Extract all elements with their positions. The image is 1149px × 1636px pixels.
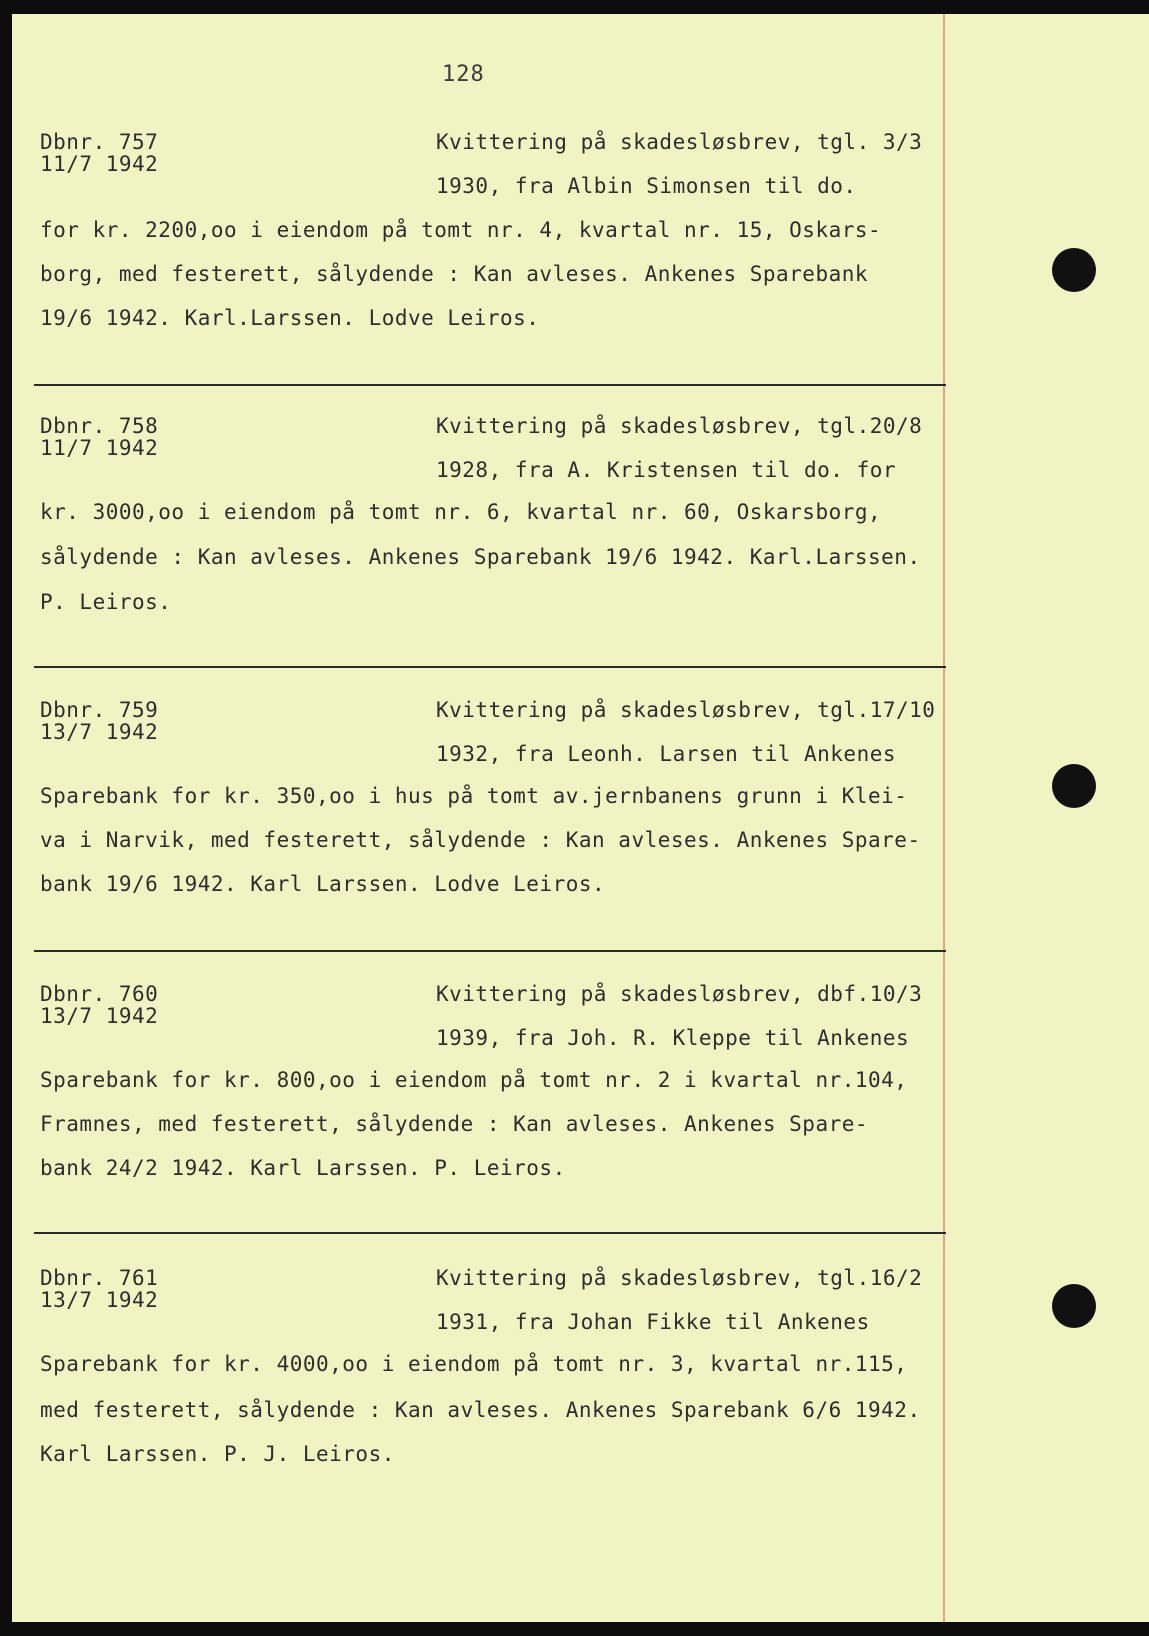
entry-title-line: Kvittering på skadesløsbrev, dbf.10/3 (436, 982, 923, 1006)
entry-title-line: Kvittering på skadesløsbrev, tgl. 3/3 (436, 130, 923, 154)
entry-dbnr: Dbnr. 759 (40, 698, 159, 722)
entry-second-line: 1939, fra Joh. R. Kleppe til Ankenes (436, 1026, 910, 1050)
punch-hole (1052, 764, 1096, 808)
entry-body-line: sålydende : Kan avleses. Ankenes Sparebank 19/6 1942. Karl.Larssen. (40, 545, 921, 569)
entry-body-line: Framnes, med festerett, sålydende : Kan avleses. Ankenes Spare- (40, 1112, 869, 1136)
entry-body-line: P. Leiros. (40, 590, 172, 614)
entry-body-line: for kr. 2200,oo i eiendom på tomt nr. 4, kvartal nr. 15, Oskars- (40, 218, 882, 242)
entry-date: 11/7 1942 (40, 152, 159, 176)
entry-dbnr: Dbnr. 760 (40, 982, 159, 1006)
entry-second-line: 1930, fra Albin Simonsen til do. (436, 174, 857, 198)
entry-dbnr: Dbnr. 758 (40, 414, 159, 438)
entry-body-line: bank 19/6 1942. Karl Larssen. Lodve Leiros. (40, 872, 606, 896)
page-number: 128 (442, 62, 485, 87)
document-page (12, 14, 1149, 1622)
entry-body-line: va i Narvik, med festerett, sålydende : Kan avleses. Ankenes Spare- (40, 828, 921, 852)
entry-title-line: Kvittering på skadesløsbrev, tgl.17/10 (436, 698, 936, 722)
entry-body-line: 19/6 1942. Karl.Larssen. Lodve Leiros. (40, 306, 540, 330)
entry-divider (34, 1232, 946, 1234)
entry-body-line: Karl Larssen. P. J. Leiros. (40, 1442, 395, 1466)
entry-body-line: borg, med festerett, sålydende : Kan avleses. Ankenes Sparebank (40, 262, 869, 286)
entry-body-line: bank 24/2 1942. Karl Larssen. P. Leiros. (40, 1156, 566, 1180)
entry-title-line: Kvittering på skadesløsbrev, tgl.20/8 (436, 414, 923, 438)
entry-body-line: Sparebank for kr. 800,oo i eiendom på tomt nr. 2 i kvartal nr.104, (40, 1068, 908, 1092)
entry-divider (34, 666, 946, 668)
entry-second-line: 1932, fra Leonh. Larsen til Ankenes (436, 742, 897, 766)
entry-dbnr: Dbnr. 761 (40, 1266, 159, 1290)
entry-body-line: Sparebank for kr. 4000,oo i eiendom på tomt nr. 3, kvartal nr.115, (40, 1352, 908, 1376)
entry-date: 13/7 1942 (40, 1288, 159, 1312)
entry-body-line: kr. 3000,oo i eiendom på tomt nr. 6, kvartal nr. 60, Oskarsborg, (40, 500, 882, 524)
entry-second-line: 1931, fra Johan Fikke til Ankenes (436, 1310, 870, 1334)
entry-title-line: Kvittering på skadesløsbrev, tgl.16/2 (436, 1266, 923, 1290)
entry-second-line: 1928, fra A. Kristensen til do. for (436, 458, 897, 482)
entry-date: 13/7 1942 (40, 720, 159, 744)
entry-body-line: med festerett, sålydende : Kan avleses. Ankenes Sparebank 6/6 1942. (40, 1398, 921, 1422)
entry-body-line: Sparebank for kr. 350,oo i hus på tomt av.jernbanens grunn i Klei- (40, 784, 908, 808)
entry-divider (34, 384, 946, 386)
entry-divider (34, 950, 946, 952)
punch-hole (1052, 248, 1096, 292)
punch-hole (1052, 1284, 1096, 1328)
margin-line (943, 14, 945, 1622)
entry-date: 11/7 1942 (40, 436, 159, 460)
entry-dbnr: Dbnr. 757 (40, 130, 159, 154)
entry-date: 13/7 1942 (40, 1004, 159, 1028)
